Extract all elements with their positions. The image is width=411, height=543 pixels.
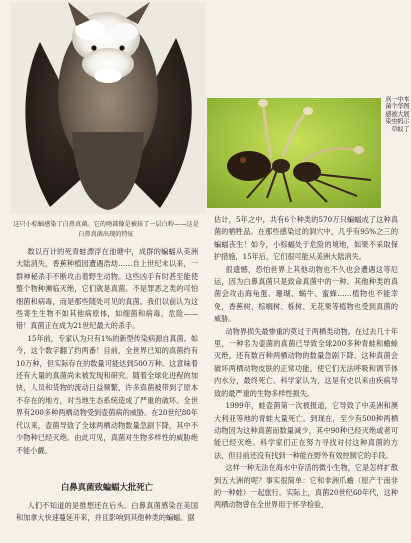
ant-photo-caption bbox=[384, 96, 410, 208]
ant-with-cordyceps-illustration bbox=[207, 98, 381, 208]
paragraph: 人们不知道的是推想还在后头。白鼻真菌感染在美国和加拿大快速蔓延开来，并且影响到其他种类的蝙蝠。据 bbox=[16, 501, 198, 523]
vertical-caption-line: 一个被虫草 bbox=[391, 96, 398, 133]
paragraph: 1999年，蛙壶菌第一次被报道，它导致了中美洲和澳大利亚等地的青蛙大量死亡。到现在，至少有500种两栖动物因为这种真菌而数量减少，其中90种已经灭绝或者可能已经灭绝。科学家们正在努力寻找对付这种真菌的方法，但目前还没有找到一种能在野外有效控制它的手段。 bbox=[214, 401, 398, 460]
paragraph: 很遗憾，恐怕世界上其他动物也不久也会遭遇这等厄运，因为白鼻真菌只是致命真菌中的一种。其他种类的真菌会攻击海龟蛋、珊瑚、蜗牛、蜜蜂……植物也不能幸免，香蕉树、棕榈树、栎树、无花果等植物也受到真菌的威胁。 bbox=[214, 264, 398, 324]
ant-cordyceps-photo bbox=[207, 98, 381, 208]
bat-with-white-fungus-illustration bbox=[10, 2, 206, 214]
paragraph: 数以百计的死青蛙漂浮在池塘中，成群的蝙蝠从美洲大陆消失，香蕉种植园遭遇浩劫……自上世纪末以来，一群神秘杀手不断攻击着野生动物。这些凶手有时甚至能使整个物种濒临灭绝，它们就是真菌。不是罪恶之类的可怕细菌和病毒，而是那些随处可见的真菌。我们以前认为这些寄生生物不如其他病原体，如细菌和病毒，危险——错！真菌正在成为21世纪最大的杀手。 bbox=[16, 247, 198, 331]
section-heading: 白鼻真菌致蝙蝠大批死亡 bbox=[60, 482, 154, 492]
right-text-column bbox=[214, 214, 398, 512]
left-text-column bbox=[16, 246, 198, 457]
paragraph: 估计，5年之中，共有6个种类的570万只蝙蝠成了这种真菌的牺牲品。在那些感染过的洞穴中，几乎有95%之三的蝙蝠丧生！如今，小棕蝠处于危险的境地，如果不采取保护措施，15年后，它们很可能从美洲大陆消失。 bbox=[214, 215, 398, 262]
vertical-caption-line: 真菌感染 bbox=[385, 96, 392, 126]
left-text-column-continued bbox=[16, 500, 198, 525]
vertical-caption-line: 中华大蚂蚁 bbox=[397, 96, 404, 133]
bat-photo-caption: 这只小棕蝠感染了白鼻真菌。它的吻部像是被抹了一层白粉——这是白鼻真菌出现的特征 bbox=[13, 221, 199, 238]
bat-photo bbox=[10, 2, 206, 214]
vertical-caption-line: 本图展示了 bbox=[403, 96, 410, 133]
paragraph: 动物界损失最惨重的莫过于两栖类动物。在过去几十年里，一种名为壶菌的真菌已导致全球200多种青蛙和蟾蜍灭绝，还有数百种两栖动物的数量急剧下降。这种真菌会破坏两栖动物皮肤的正常功能，使它们无法呼吸和调节体内水分，最终死亡。科学家认为，这是有史以来由疾病导致的最严重的生物多样性损失。 bbox=[214, 326, 398, 398]
paragraph: 15年前，专家认为只有1%的新型传染病源自真菌。如今，这个数字翻了约两番！目前，全世界已知的真菌约有10万种，但实际存在的数量可能达到500万种。这意味着还有大量的真菌尚未被发现和研究。随着全球化进程的加快，人员和货物的流动日益频繁，许多真菌被带到了原本不存在的地方，对当地生态系统造成了严重的破坏。全世界有200多种两栖动物受到壶菌病的威胁。在20世纪80年代以来，壶菌导致了全球两栖动物数量急剧下降，其中不少物种已经灭绝。由此可见，真菌对生物多样性的威胁绝不能小觑。 bbox=[16, 333, 198, 455]
paragraph: 这样一种无法在海水中存活的微小生物，它是怎样扩散到五大洲的呢？事实很简单：它和非洲爪蟾（原产于南非的一种蛙）一起旅行。实际上，真菌20世纪60年代，这种两栖动物曾在全世界用于怀孕检验， bbox=[214, 463, 398, 510]
